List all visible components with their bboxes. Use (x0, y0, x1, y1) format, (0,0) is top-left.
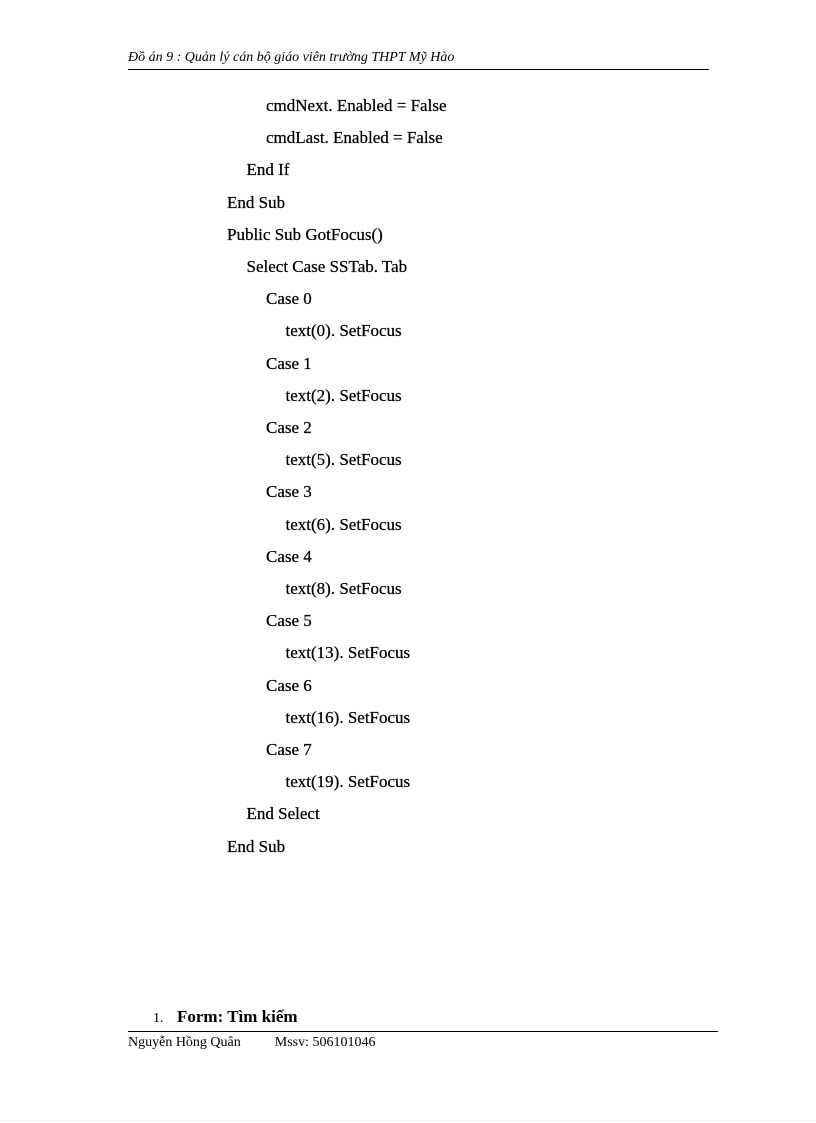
code-line: Select Case SSTab. Tab (246, 257, 408, 276)
code-line: End Sub (227, 836, 286, 856)
footer-author: Nguyễn Hồng Quân (128, 1035, 241, 1050)
code-line: cmdLast. Enabled = False (266, 128, 443, 148)
code-line: End Select (246, 804, 320, 824)
page-header-title: Đồ án 9 : Quản lý cán bộ giáo viên trường THPT Mỹ Hào (128, 50, 455, 65)
page-footer (128, 1035, 376, 1051)
code-line: End Sub (227, 192, 286, 212)
code-line: Case 6 (266, 675, 312, 695)
code-line: Case 2 (266, 418, 312, 437)
code-line: text(13). SetFocus (285, 643, 411, 663)
code-line: Case 3 (266, 482, 312, 502)
section-title: Form: Tìm kiếm (177, 1007, 298, 1026)
code-line: text(6). SetFocus (285, 514, 402, 534)
code-line: End If (246, 160, 290, 180)
code-line: text(19). SetFocus (285, 772, 411, 792)
code-line: text(5). SetFocus (285, 450, 402, 470)
page-bottom-edge (0, 1120, 816, 1121)
code-line: Case 0 (266, 289, 312, 309)
code-line: text(8). SetFocus (285, 579, 402, 598)
footer-student-id: Mssv: 506101046 (274, 1035, 376, 1050)
section-number: 1. (153, 1011, 164, 1026)
code-line: text(16). SetFocus (285, 707, 411, 727)
code-line: Case 5 (266, 611, 312, 631)
code-line: Case 1 (266, 353, 312, 373)
code-line: Public Sub GotFocus() (227, 224, 383, 244)
code-line: text(0). SetFocus (285, 321, 402, 341)
code-line: Case 7 (266, 740, 312, 759)
code-line: cmdNext. Enabled = False (266, 96, 447, 115)
section-heading (153, 1007, 298, 1029)
code-line: Case 4 (266, 546, 312, 566)
code-line: text(2). SetFocus (285, 385, 402, 405)
footer-divider (128, 1031, 718, 1032)
